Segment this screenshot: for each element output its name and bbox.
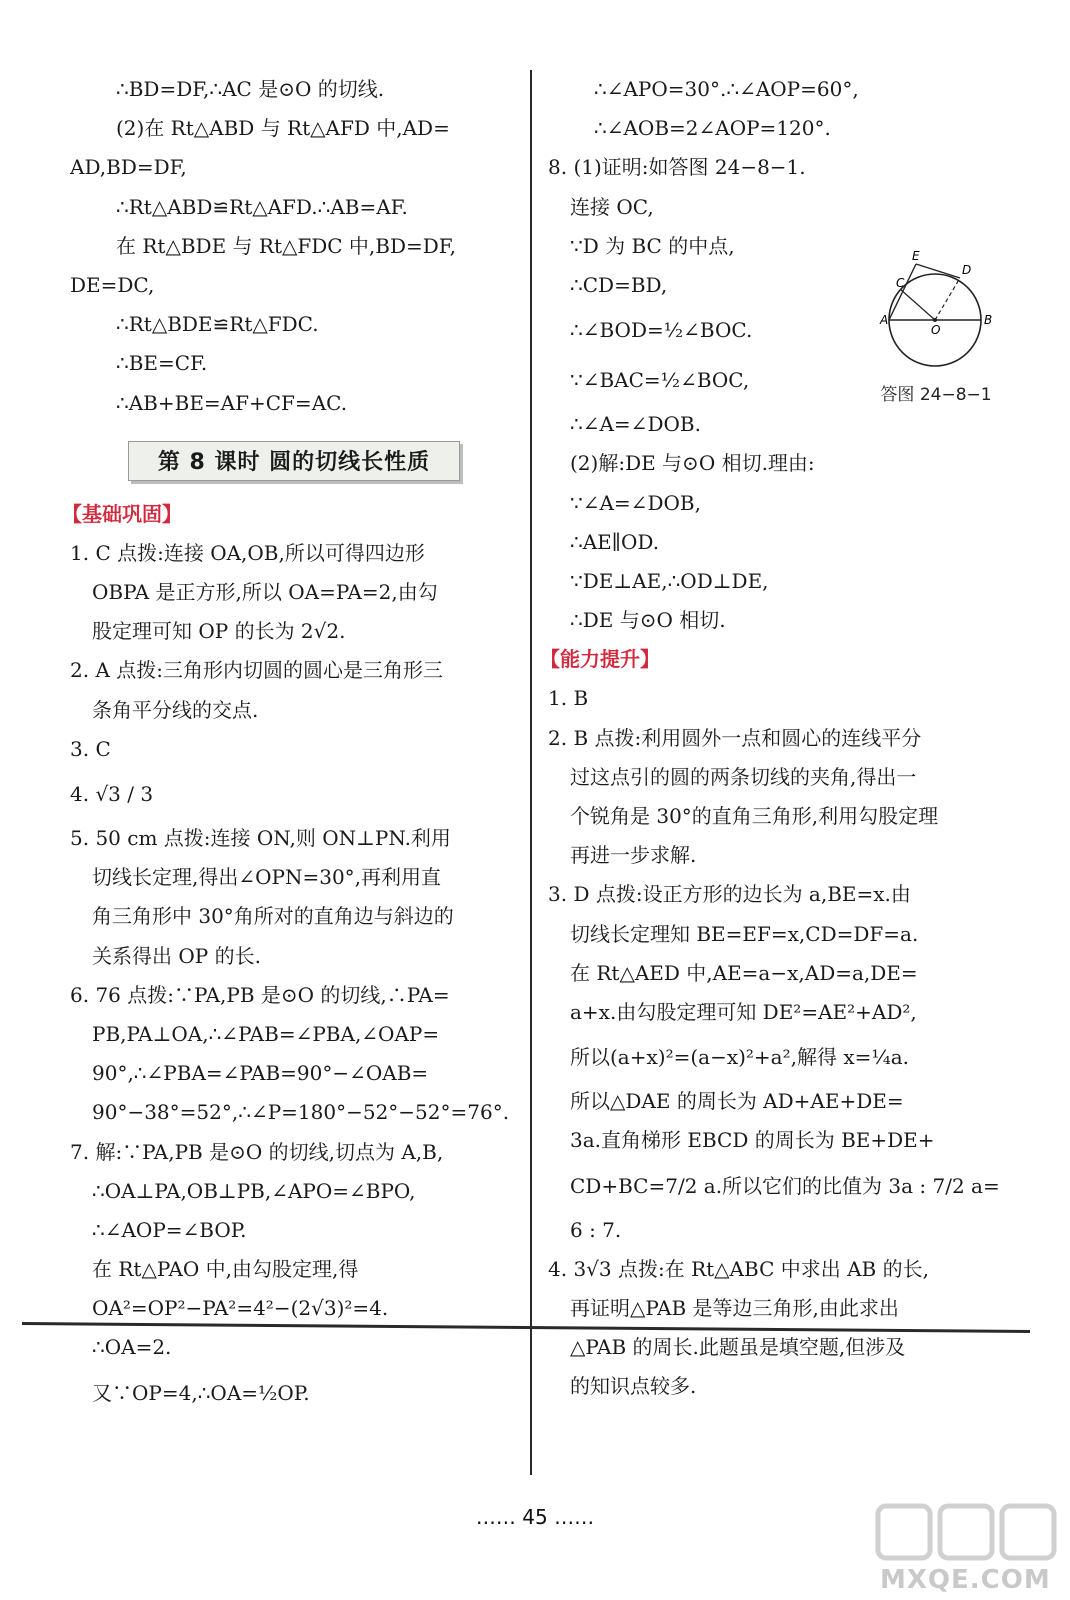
label-d: D: [962, 263, 972, 277]
segment-ae: [889, 264, 916, 320]
watermark-text: MXQE.COM: [880, 1565, 1051, 1595]
text-line: 再进一步求解.: [570, 843, 697, 868]
text-line: ∴BE=CF.: [116, 351, 208, 376]
label-a: A: [880, 313, 889, 327]
text-line: 2. A 点拨:三角形内切圆的圆心是三角形三: [70, 658, 443, 683]
section-title: 第 8 课时 圆的切线长性质: [128, 441, 460, 481]
text-line: 所以(a+x)²=(a−x)²+a²,解得 x=¼a.: [570, 1045, 910, 1070]
text-line: 在 Rt△BDE 与 Rt△FDC 中,BD=DF,: [116, 233, 456, 258]
text-line: 条角平分线的交点.: [92, 697, 259, 722]
text-line: 5. 50 cm 点拨:连接 ON,则 ON⊥PN.利用: [70, 826, 451, 850]
text-line: DE=DC,: [70, 272, 155, 297]
text-line: 切线长定理,得出∠OPN=30°,再利用直: [92, 865, 442, 890]
text-line: 4. √3 / 3: [70, 782, 154, 806]
text-line: (2)在 Rt△ABD 与 Rt△AFD 中,AD=: [116, 116, 450, 141]
text-line: ∴OA⊥PA,OB⊥PB,∠APO=∠BPO,: [92, 1178, 416, 1203]
text-line: 所以△DAE 的周长为 AD+AE+DE=: [570, 1089, 904, 1114]
page-number: …… 45 ……: [475, 1505, 595, 1529]
text-line: ∴∠BOD=½∠BOC.: [570, 318, 753, 343]
text-line: 1. C 点拨:连接 OA,OB,所以可得四边形: [70, 540, 425, 565]
text-line: 又∵OP=4,∴OA=½OP.: [92, 1380, 310, 1405]
figure-caption: 答图 24−8−1: [880, 385, 992, 405]
center-point: [933, 318, 937, 322]
text-line: ∴OA=2.: [92, 1335, 172, 1360]
text-line: 8. (1)证明:如答图 24−8−1.: [548, 155, 806, 180]
text-line: 3. D 点拨:设正方形的边长为 a,BE=x.由: [548, 882, 911, 907]
label-e: E: [912, 249, 920, 263]
text-line: 角三角形中 30°角所对的直角边与斜边的: [92, 904, 454, 929]
text-line: ∴∠APO=30°.∴∠AOP=60°,: [594, 77, 859, 101]
text-line: ∴Rt△ABD≌Rt△AFD.∴AB=AF.: [116, 194, 408, 219]
text-line: 在 Rt△PAO 中,由勾股定理,得: [92, 1257, 359, 1282]
text-line: 3. C: [70, 736, 111, 761]
text-line: 4. 3√3 点拨:在 Rt△ABC 中求出 AB 的长,: [548, 1256, 929, 1281]
text-line: 连接 OC,: [570, 194, 654, 219]
text-line: ∴AB+BE=AF+CF=AC.: [116, 390, 348, 415]
text-line: 个锐角是 30°的直角三角形,利用勾股定理: [570, 804, 939, 828]
text-line: 关系得出 OP 的长.: [92, 943, 261, 968]
text-line: 2. B 点拨:利用圆外一点和圆心的连线平分: [548, 725, 922, 750]
tag-ability: 【能力提升】: [540, 647, 660, 672]
text-line: (2)解:DE 与⊙O 相切.理由:: [570, 451, 815, 476]
text-line: 90°,∴∠PBA=∠PAB=90°−∠OAB=: [92, 1061, 429, 1086]
text-line: OA²=OP²−PA²=4²−(2√3)²=4.: [92, 1296, 389, 1321]
text-line: 1. B: [548, 686, 589, 711]
text-line: ∴∠AOP=∠BOP.: [92, 1217, 247, 1242]
label-c: C: [896, 276, 905, 290]
text-line: a+x.由勾股定理可知 DE²=AE²+AD²,: [570, 999, 917, 1024]
text-line: ∴CD=BD,: [570, 272, 668, 297]
text-line: AD,BD=DF,: [70, 155, 187, 180]
text-line: 6. 76 点拨:∵PA,PB 是⊙O 的切线,∴PA=: [70, 982, 450, 1007]
segment-oc: [900, 289, 935, 320]
segment-od: [935, 278, 960, 320]
text-line: ∵∠BAC=½∠BOC,: [570, 368, 750, 393]
text-line: ∴∠A=∠DOB.: [570, 412, 701, 437]
text-line: ∴DE 与⊙O 相切.: [570, 608, 726, 633]
text-line: ∵D 为 BC 的中点,: [570, 233, 735, 258]
text-line: △PAB 的周长.此题虽是填空题,但涉及: [570, 1335, 906, 1360]
text-line: 6 : 7.: [570, 1217, 622, 1242]
column-divider: [530, 70, 532, 1475]
text-line: 在 Rt△AED 中,AE=a−x,AD=a,DE=: [570, 960, 918, 985]
text-line: ∵DE⊥AE,∴OD⊥DE,: [570, 568, 769, 593]
text-line: 再证明△PAB 是等边三角形,由此求出: [570, 1295, 899, 1320]
text-line: CD+BC=7/2 a.所以它们的比值为 3a : 7/2 a=: [570, 1173, 1000, 1198]
text-line: 股定理可知 OP 的长为 2√2.: [92, 619, 346, 644]
text-line: ∵∠A=∠DOB,: [570, 490, 701, 515]
tag-basic: 【基础巩固】: [62, 501, 182, 526]
label-o: O: [931, 323, 941, 337]
text-line: 的知识点较多.: [570, 1374, 697, 1399]
label-b: B: [984, 313, 993, 327]
text-line: ∴BD=DF,∴AC 是⊙O 的切线.: [116, 77, 385, 101]
text-line: 7. 解:∵PA,PB 是⊙O 的切线,切点为 A,B,: [70, 1139, 444, 1164]
left-column: [62, 70, 530, 1418]
text-line: ∴∠AOB=2∠AOP=120°.: [594, 116, 831, 141]
text-line: 90°−38°=52°,∴∠P=180°−52°−52°=76°.: [92, 1100, 510, 1125]
text-line: 切线长定理知 BE=EF=x,CD=DF=a.: [570, 921, 919, 946]
text-line: ∴AE∥OD.: [570, 529, 660, 554]
text-line: 过这点引的圆的两条切线的夹角,得出一: [570, 764, 917, 789]
text-line: OBPA 是正方形,所以 OA=PA=2,由勾: [92, 580, 438, 605]
text-line: 3a.直角梯形 EBCD 的周长为 BE+DE+: [570, 1128, 935, 1153]
text-line: PB,PA⊥OA,∴∠PAB=∠PBA,∠OAP=: [92, 1021, 440, 1046]
text-line: ∴Rt△BDE≌Rt△FDC.: [116, 312, 319, 337]
